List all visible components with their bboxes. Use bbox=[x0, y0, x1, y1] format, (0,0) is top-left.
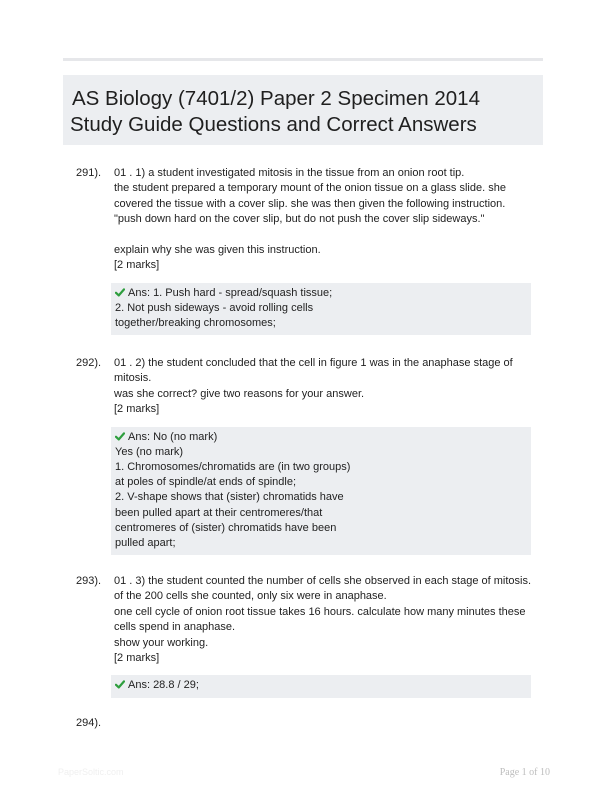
question-text-line: covered the tissue with a cover slip. she was then given the following instruction. bbox=[114, 197, 506, 210]
answer-text-line: Ans: 28.8 / 29; bbox=[128, 679, 199, 692]
question-text-line: the student prepared a temporary mount of the onion tissue on a glass slide. she bbox=[114, 182, 506, 195]
question-text-line: show your working. bbox=[114, 636, 209, 649]
question-number: 292). bbox=[76, 357, 102, 369]
question-text-line: 01 . 1) a student investigated mitosis in the tissue from an onion root tip. bbox=[114, 167, 465, 179]
question-text-line: mitosis. bbox=[114, 372, 152, 385]
document-title-box bbox=[63, 75, 543, 145]
question-body bbox=[114, 356, 544, 555]
question-marks: [2 marks] bbox=[114, 403, 160, 416]
question-text-line: 01 . 3) the student counted the number of cells she observed in each stage of mitosis. bbox=[114, 575, 532, 587]
check-icon bbox=[115, 288, 125, 297]
answer-text-line: been pulled apart at their centromeres/that bbox=[115, 506, 323, 519]
question-marks: [2 marks] bbox=[114, 652, 160, 665]
answer-text-line: Ans: No (no mark) bbox=[128, 430, 218, 443]
page-number: Page 1 of 10 bbox=[499, 767, 550, 778]
question-text-line: of the 200 cells she counted, only six were in anaphase. bbox=[114, 590, 387, 603]
answer-text-line: 2. V-shape shows that (sister) chromatids have bbox=[115, 491, 344, 504]
question-text-line: one cell cycle of onion root tissue takes 16 hours. calculate how many minutes these bbox=[114, 605, 526, 618]
answer-text-line: pulled apart; bbox=[115, 537, 176, 550]
question-text-line bbox=[114, 228, 544, 243]
question-text-line: explain why she was given this instruction. bbox=[114, 244, 321, 257]
question-text-line: was she correct? give two reasons for your answer. bbox=[114, 387, 365, 400]
question-number: 293). bbox=[76, 575, 102, 587]
check-icon bbox=[115, 432, 125, 441]
footer-site-watermark: PaperSoltic.com bbox=[58, 767, 124, 777]
answer-box bbox=[111, 675, 531, 697]
top-divider bbox=[63, 58, 543, 61]
question-text-line: 01 . 2) the student concluded that the cell in figure 1 was in the anaphase stage of bbox=[114, 357, 513, 369]
answer-box bbox=[111, 283, 531, 336]
check-icon bbox=[115, 680, 125, 689]
question-body bbox=[114, 574, 544, 698]
answer-text-line: at poles of spindle/at ends of spindle; bbox=[115, 476, 297, 489]
answer-box bbox=[111, 427, 531, 556]
answer-text-line: 2. Not push sideways - avoid rolling cells bbox=[115, 302, 314, 315]
answer-text-line: centromeres of (sister) chromatids have been bbox=[115, 521, 337, 534]
question-marks: [2 marks] bbox=[114, 259, 160, 272]
question-text-line: "push down hard on the cover slip, but do not push the cover slip sideways." bbox=[114, 213, 485, 226]
answer-text-line: together/breaking chromosomes; bbox=[115, 317, 276, 330]
question-number: 291). bbox=[76, 167, 102, 179]
document-title-line-1: AS Biology (7401/2) Paper 2 Specimen 2014 bbox=[72, 87, 480, 110]
question-number: 294). bbox=[76, 717, 102, 729]
question-body bbox=[114, 166, 544, 335]
answer-text-line: 1. Chromosomes/chromatids are (in two groups) bbox=[115, 461, 351, 474]
answer-text-line: Ans: 1. Push hard - spread/squash tissue; bbox=[128, 286, 333, 299]
document-title-line-2: Study Guide Questions and Correct Answers bbox=[70, 113, 477, 136]
question-text-line: cells spend in anaphase. bbox=[114, 621, 236, 634]
answer-text-line: Yes (no mark) bbox=[115, 445, 184, 458]
